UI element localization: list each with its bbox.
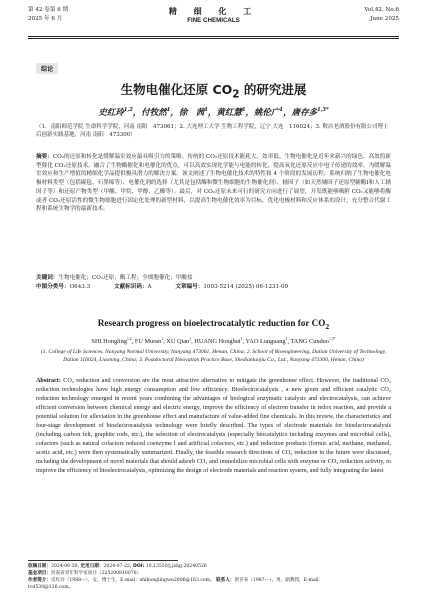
author-en-name: SHI Hongling [91, 338, 127, 346]
abstract-cn-label: 摘要： [36, 154, 53, 160]
header-rule-thin [28, 38, 399, 39]
abstract-cn [36, 153, 391, 214]
author-en-name: HUANG Honghui [194, 338, 241, 346]
author-en-name: XU Qian [166, 338, 190, 346]
author-cn-separator: ， [207, 108, 217, 118]
author-list-cn [0, 106, 427, 118]
author-cn-name: 黄红慧 [216, 108, 242, 118]
author-en-separator: , [191, 338, 195, 346]
footnote-bio [28, 577, 399, 584]
title-cn-sub: 2 [232, 88, 240, 101]
doc-code-label: 文献标识码： [113, 284, 148, 290]
author-cn-separator: ， [245, 108, 254, 118]
article-number-label: 文章编号： [175, 284, 204, 290]
title-cn-pre: 生物电催化还原 CO [120, 82, 233, 97]
author-cn-affiliation-mark: 1 [166, 107, 171, 114]
journal-name-cn: 精 细 化 工 [168, 6, 259, 16]
header-right [364, 6, 399, 23]
fund-value: 河南省青年科学家项目（225200810076） [50, 571, 142, 577]
header-center [28, 6, 399, 25]
footnote-rule [28, 560, 178, 561]
abstract-en [36, 377, 391, 475]
author-cn-name: 付牧然 [141, 108, 167, 118]
contact-label: 联系人： [216, 578, 235, 584]
footnote-dates [28, 563, 399, 570]
author-en-name: FU Muran [134, 338, 162, 346]
journal-name-en: FINE CHEMICALS [187, 17, 240, 24]
author-cn-name: 史红玲 [98, 108, 124, 118]
volume-en: Vol.42, No.6 [364, 7, 399, 13]
affiliations-en: (1. College of Life Sciences, Nanyang Normal University, Nanyang 473061, Henan, China; 2. School of Bioengineering, Dalian University of Technology, Dalian 116024, Liaoning, China; 3. Postdoctoral Innovation Practice Base, Shedianlaojiu Co., Ltd., Nanyang 473300, Henan, China) [40, 349, 387, 364]
title-cn-post: 的研究进展 [239, 82, 307, 97]
doc-code-value: A [147, 284, 152, 290]
footnote-email: tcd530@126.com。 [28, 585, 74, 591]
bio-value: 史红玲（1988—），女，博士生，E-mail：shihonglingwu2006@163.com。 [50, 578, 215, 584]
author-cn-name: 唐存多 [291, 108, 318, 118]
doi-value: 10.13550/j.jxhg.20240526 [145, 564, 207, 569]
author-cn-affiliation-mark: 1,3* [317, 107, 329, 114]
header-rule-thick [28, 36, 399, 37]
author-en-affiliation-mark: 1 [189, 337, 192, 341]
author-cn-affiliation-mark: 1 [241, 107, 246, 114]
author-en-affiliation-mark: 1,3* [328, 337, 336, 341]
clc-label: 中图分类号： [36, 284, 70, 290]
abstract-cn-text: CO₂的还原和转化是缓解温室效应最具吸引力的策略。传统的 CO₂还原技术能耗大、效率低。生物电催化是近年来新兴的绿色、高效的新型催化 CO₂还原技术，融合了生物酶催化和电催化的优点，可以高效实现化学能与电能的转化，提高氧化还原反应中电子传递的效率，为缓解温室效应和生产增值的精细化学品提供极具潜力的解决方案。该文阐述了生物电催化技术的特性和 4 个阶段的发展历程；系统归纳了生物电催化电极材料类型（包括碳毡、石墨烯等）、电催化剂的选择（尤其是包括酶和微生物细胞的生物催化剂）、辅因子（如天然辅因子还原型辅酶Ⅰ和人工辅因子等）和还原产物类型（甲酸、甲烷、甲醇、乙酸等）。最后，对 CO₂还原未来可行的研究方向进行了展望，开发既能够吸附 CO₂又能够将酶或者 CO₂还原活性的微生物细胞进行固定化处理的新型材料，以提高生物电催化效率为目标，优化电极材料和反应体系的设计，充分整合代谢工程和系统生物学的最新技术。 [36, 154, 391, 213]
section-tag: 综论 [36, 63, 58, 74]
running-header [28, 6, 399, 36]
footnote [28, 563, 399, 591]
keywords-cn-text: 生物电催化；CO₂还原；酶工程；全细胞催化；甲酸盐 [58, 275, 193, 281]
article-number-value: 1003-5214 (2025) 06-1231-09 [203, 284, 289, 290]
date-cn: 2025 年 6 月 [28, 15, 63, 22]
author-cn-name: 徐 茜 [178, 108, 205, 118]
clc-value: O643.3 [69, 284, 91, 290]
volume-cn: 第 42 卷第 6 期 [28, 7, 69, 13]
abstract-en-label: Abstract: [36, 378, 61, 384]
title-en-pre: Research progress on bioelectrocatalytic reduction for CO [97, 318, 326, 328]
author-en-name: YAO Lunguang [245, 338, 286, 346]
abstract-en-text: CO₂ reduction and conversion are the most attractive alternative to mitigate the greenhouse effect. However, the traditional CO₂ reduction technologies have high energy consumption and low efficiency. Bioelectrocatalysis , a new green and efficient catalytic CO₂ reduction technology emerged in recent years combining the advantages of biological enzymatic catalysis and electrocatalysis, can achieve efficient conversion between chemical energy and electric energy, improve the efficiency of electron transfer in redox reaction, and provide a potential solution for alleviation in the greenhouse effect and manufacture of value-added fine chemicals. In this review, the characteristics and four-stage development of bioelectrocatalysis technology were briefly described. The types of electrode materials for bioelectrocatalysis (including carbon felt, graphite rods, etc.), the selection of electrocatalysts (especially biocatalytics including enzymes and microbial cells), cofactors (such as natural cofactors reduced coenzyme Ⅰ and artificial cofactors, etc.) and reduction products (formic acid, methane, methanol, acetic acid, etc.) were then systematically summarized. Finally, the feasible research directions of CO₂ reduction in the future were discussed, including the development of novel materials that should adsorb CO₂ and immobilize microbial cells with enzyme or CO₂ reduction activity, to improve the efficiency of bioelectrocatalysis, optimizing the design of electrode materials and reaction system, and fully integrating the latest [36, 378, 391, 474]
accepted-date: 2024-07-22; [103, 564, 132, 569]
article-title-en [0, 318, 427, 331]
title-en-sub: 2 [325, 321, 330, 331]
author-en-affiliation-mark: 1,2 [126, 337, 132, 341]
article-title-cn [0, 80, 427, 101]
author-en-separator: , [287, 338, 291, 346]
classification-cn [36, 283, 391, 291]
keywords-cn [36, 274, 391, 282]
author-en-affiliation-mark: 1 [161, 337, 164, 341]
author-cn-affiliation-mark: 1 [204, 107, 208, 114]
date-en: June 2025 [370, 15, 399, 22]
author-list-en [0, 337, 427, 345]
author-cn-separator: ， [132, 108, 142, 118]
author-en-separator: , [131, 338, 135, 346]
fund-label: 基金项目： [28, 571, 51, 577]
author-cn-affiliation-mark: 1 [279, 107, 284, 114]
author-en-separator: , [242, 338, 246, 346]
author-en-name: TANG Cunduo [290, 338, 329, 346]
contact-value: 唐存多（1987—），男，副教授，E-mail： [234, 578, 324, 584]
author-en-affiliation-mark: 1 [285, 337, 288, 341]
author-cn-separator: ， [283, 108, 292, 118]
author-cn-name: 姚伦广 [254, 108, 280, 118]
author-en-separator: , [163, 338, 167, 346]
received-label: 收稿日期： [28, 564, 51, 569]
author-cn-affiliation-mark: 1,2 [123, 107, 133, 114]
affiliations-cn: （1．南阳师范学院 生命科学学院，河南 南阳 473061；2. 大连理工大学 生物工程学院，辽宁 大连 116024；3. 鞍店老酒股份有限公司博士后创新实践基地，河南 南阳 473300） [36, 124, 389, 139]
received-date: 2024-06-30; [50, 564, 80, 569]
accepted-label: 定用日期： [80, 564, 104, 569]
bio-label: 作者简介： [28, 578, 51, 584]
author-en-affiliation-mark: 1 [240, 337, 243, 341]
author-cn-separator: ， [170, 108, 179, 118]
keywords-cn-label: 关键词： [36, 275, 59, 281]
footnote-fund [28, 570, 399, 577]
doi-label: DOI: [133, 564, 145, 569]
